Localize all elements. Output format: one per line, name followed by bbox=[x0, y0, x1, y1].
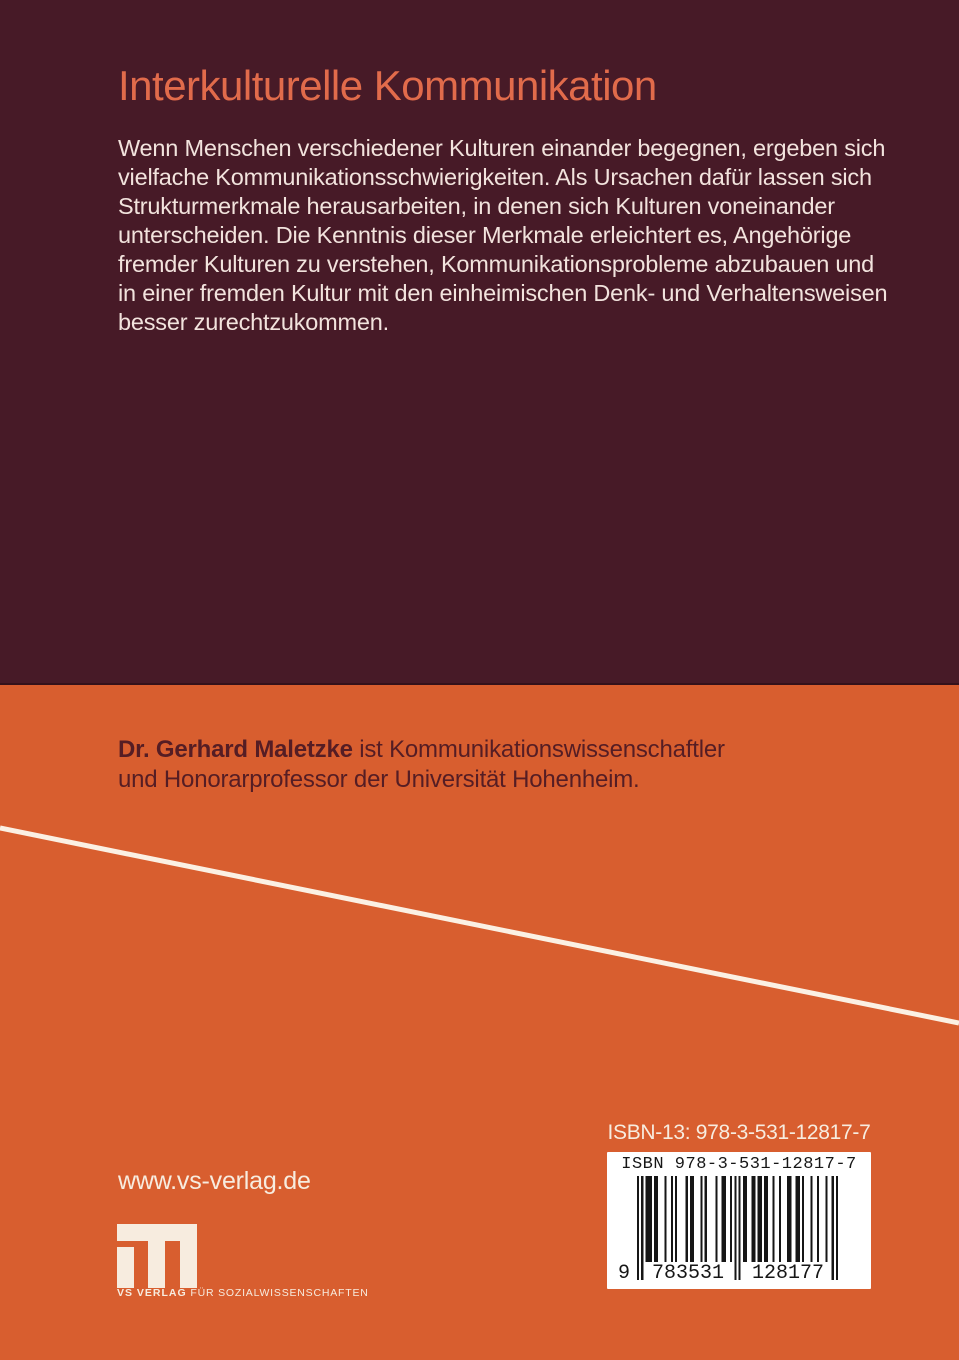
synopsis-text bbox=[118, 134, 898, 337]
publisher-name-bold: VS VERLAG bbox=[117, 1287, 187, 1299]
synopsis-line: unterscheiden. Die Kenntnis dieser Merkmale erleichtert es, Angehörige bbox=[118, 222, 852, 248]
logo-middle-bar bbox=[148, 1241, 165, 1288]
synopsis-line: in einer fremden Kultur mit den einheimischen Denk- und Verhaltensweisen bbox=[118, 280, 888, 306]
synopsis-line: besser zurechtzukommen. bbox=[118, 309, 389, 335]
isbn-barcode bbox=[607, 1152, 871, 1289]
author-line1 bbox=[118, 735, 725, 765]
synopsis-line: Wenn Menschen verschiedener Kulturen einander begegnen, ergeben sich bbox=[118, 135, 886, 161]
publisher-name-rest: FÜR SOZIALWISSENSCHAFTEN bbox=[186, 1287, 369, 1299]
barcode-digit-group: 9 bbox=[617, 1262, 630, 1285]
author-line2: und Honorarprofessor der Universität Hohenheim. bbox=[118, 765, 640, 793]
barcode-header-text: ISBN 978-3-531-12817-7 bbox=[621, 1155, 857, 1174]
synopsis-line: fremder Kulturen zu verstehen, Kommunikationsprobleme abzubauen und bbox=[118, 251, 875, 277]
publisher-website: www.vs-verlag.de bbox=[118, 1167, 311, 1195]
barcode-digit-group: 783531 bbox=[651, 1262, 724, 1285]
publisher-name bbox=[117, 1287, 369, 1299]
author-section bbox=[118, 735, 725, 794]
logo-left-bar bbox=[117, 1247, 134, 1288]
logo-top-bar bbox=[117, 1224, 197, 1241]
author-role: ist Kommunikationswissenschaftler bbox=[352, 736, 725, 763]
author-name: Dr. Gerhard Maletzke bbox=[118, 736, 353, 763]
synopsis-line: vielfache Kommunikationsschwierigkeiten. Als Ursachen dafür lassen sich bbox=[118, 164, 872, 190]
book-title: Interkulturelle Kommunikation bbox=[118, 62, 657, 109]
synopsis-line: Strukturmerkmale herausarbeiten, in denen sich Kulturen voneinander bbox=[118, 193, 835, 219]
isbn-label: ISBN-13: 978-3-531-12817-7 bbox=[607, 1121, 871, 1144]
barcode-digit-group: 128177 bbox=[751, 1262, 824, 1285]
logo-right-bar bbox=[180, 1241, 197, 1288]
